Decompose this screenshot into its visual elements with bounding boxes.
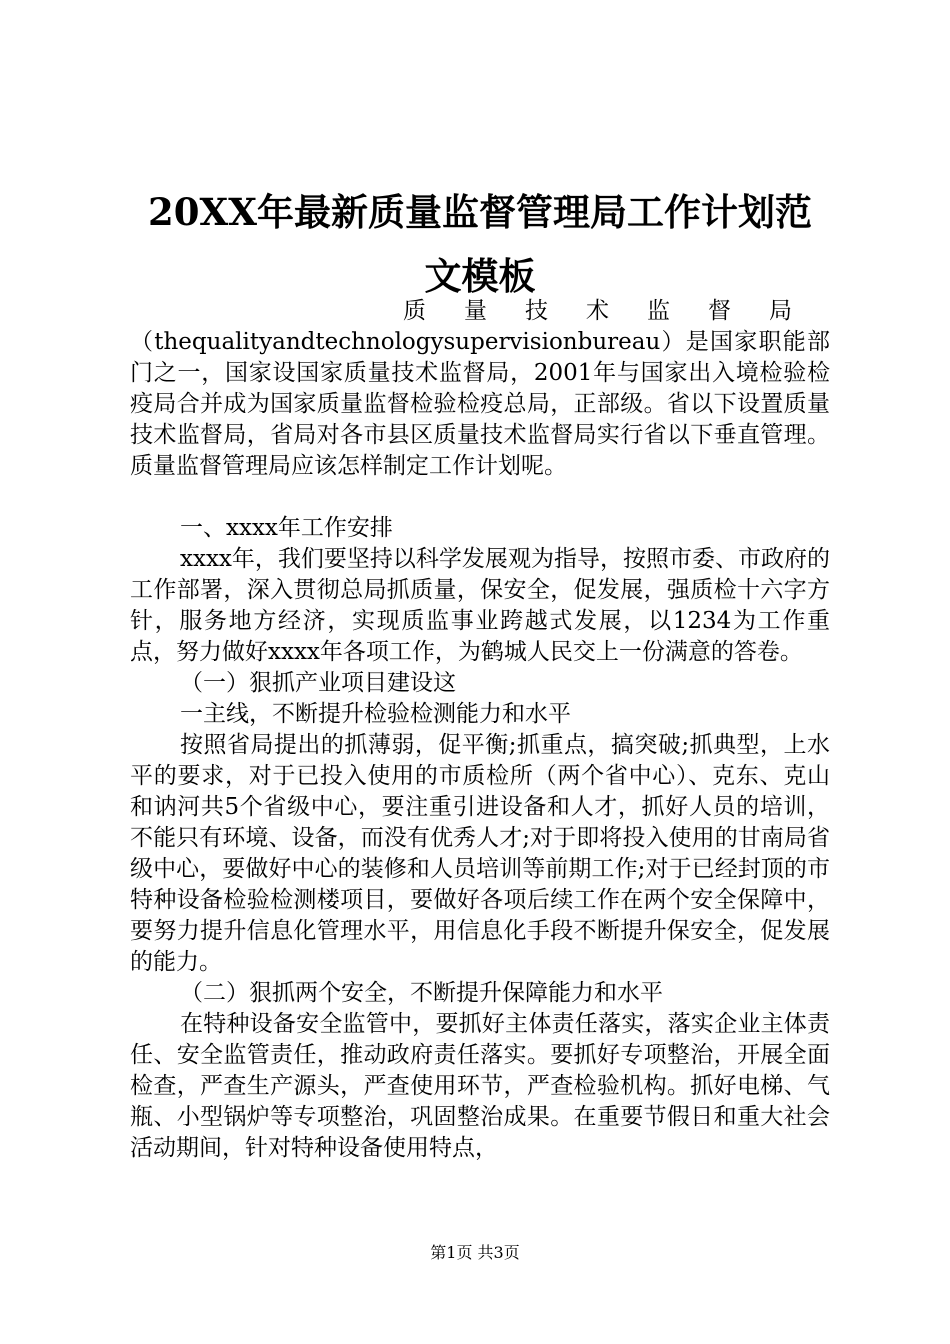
paragraph-gap xyxy=(130,482,830,513)
document-title: 20XX年最新质量监督管理局工作计划范文模板 xyxy=(148,190,812,298)
document-body xyxy=(130,296,830,1164)
section1-heading: 一、xxxx年工作安排 xyxy=(180,515,393,541)
intro-text: （thequalityandtechnologysupervisionbureau）是国家职能部门之一，国家设国家质量技术监督局，2001年与国家出入境检验检疫局合并成为国家质量监督检验检疫总局，正部级。省以下设置质量技术监督局，省局对各市县区质量技术监督局实行省以下垂直管理。质量监督管理局应该怎样制定工作计划呢。 xyxy=(130,329,830,479)
sub2-heading: （二）狠抓两个安全，不断提升保障能力和水平 xyxy=(180,980,663,1006)
sub1-heading-continued: 一主线，不断提升检验检测能力和水平 xyxy=(180,701,571,727)
intro-paragraph xyxy=(130,296,830,482)
page-footer: 第1页 共3页 xyxy=(430,1243,520,1262)
sub1-heading: （一）狠抓产业项目建设这 xyxy=(180,670,456,696)
section1-paragraph: xxxx年，我们要坚持以科学发展观为指导，按照市委、市政府的工作部署，深入贯彻总局抓质量，保安全，促发展，强质检十六字方针，服务地方经济，实现质监事业跨越式发展，以1234为工作重点，努力做好xxxx年各项工作，为鹤城人民交上一份满意的答卷。 xyxy=(130,546,830,665)
sub2-paragraph: 在特种设备安全监管中，要抓好主体责任落实，落实企业主体责任、安全监管责任，推动政府责任落实。要抓好专项整治，开展全面检查，严查生产源头，严查使用环节，严查检验机构。抓好电梯、气瓶、小型锅炉等专项整治，巩固整治成果。在重要节假日和重大社会活动期间，针对特种设备使用特点， xyxy=(130,1011,830,1161)
intro-lead: 质量技术监督局 xyxy=(403,298,830,324)
sub1-paragraph: 按照省局提出的抓薄弱，促平衡;抓重点，搞突破;抓典型，上水平的要求，对于已投入使用的市质检所（两个省中心）、克东、克山和讷河共5个省级中心，要注重引进设备和人才，抓好人员的培训，不能只有环境、设备，而没有优秀人才;对于即将投入使用的甘南局省级中心，要做好中心的装修和人员培训等前期工作;对于已经封顶的市特种设备检验检测楼项目，要做好各项后续工作在两个安全保障中，要努力提升信息化管理水平，用信息化手段不断提升保安全，促发展的能力。 xyxy=(130,732,830,975)
